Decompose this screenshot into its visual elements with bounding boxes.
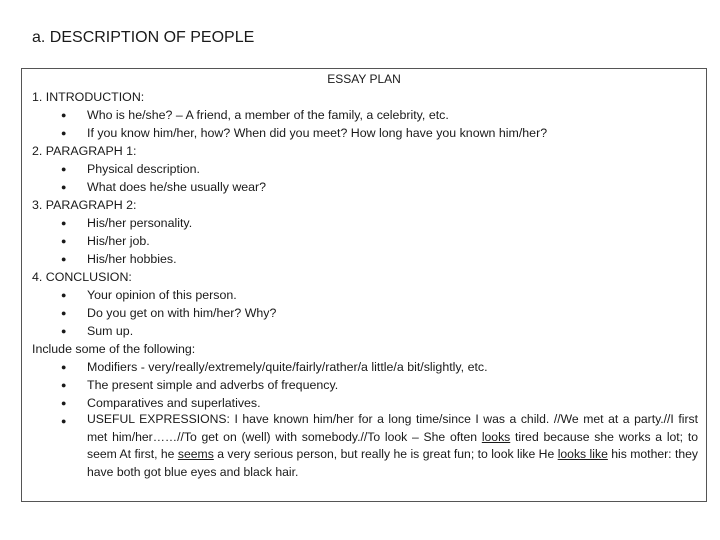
bullet-icon: ●	[61, 308, 67, 318]
useful-expressions	[87, 411, 698, 481]
list-item: If you know him/her, how? When did you meet? How long have you known him/her?	[87, 126, 548, 140]
list-item: His/her hobbies.	[87, 252, 177, 266]
essay-plan-title: ESSAY PLAN	[327, 72, 401, 86]
useful-text: tired because she works a lot; to seem At first, he	[87, 429, 698, 462]
underlined-seems: seems	[177, 447, 214, 462]
useful-text: USEFUL EXPRESSIONS: I have known him/her for a long time/since I was a child. //We met at a party.//I first met him/her……//To get on (well) with somebody.//To look – She often	[87, 412, 698, 444]
list-item: His/her job.	[87, 234, 150, 248]
section-title-paragraph-1: 2. PARAGRAPH 1:	[32, 144, 137, 158]
list-item: Do you get on with him/her? Why?	[87, 306, 277, 320]
list-item: Sum up.	[87, 324, 134, 338]
bullet-icon: ●	[61, 254, 67, 264]
list-item: Comparatives and superlatives.	[87, 396, 261, 410]
underlined-looks-like: looks like	[557, 447, 608, 462]
underlined-looks: looks	[481, 429, 511, 444]
bullet-icon: ●	[61, 380, 67, 390]
bullet-icon: ●	[61, 182, 67, 192]
list-item: His/her personality.	[87, 216, 193, 230]
include-title: Include some of the following:	[32, 342, 196, 356]
bullet-icon: ●	[61, 128, 67, 138]
essay-plan-box	[21, 68, 707, 502]
bullet-icon: ●	[61, 290, 67, 300]
section-title-conclusion: 4. CONCLUSION:	[32, 270, 132, 284]
section-title-introduction: 1. INTRODUCTION:	[32, 90, 145, 104]
bullet-icon: ●	[61, 218, 67, 228]
bullet-icon: ●	[61, 236, 67, 246]
list-item: What does he/she usually wear?	[87, 180, 267, 194]
page-title: a. DESCRIPTION OF PEOPLE	[32, 29, 255, 46]
bullet-icon: ●	[61, 110, 67, 120]
bullet-icon: ●	[61, 362, 67, 372]
list-item: The present simple and adverbs of frequency.	[87, 378, 339, 392]
list-item: Who is he/she? – A friend, a member of the family, a celebrity, etc.	[87, 108, 449, 122]
bullet-icon: ●	[61, 164, 67, 174]
useful-text: his mother: they have both got blue eyes and black hair.	[87, 447, 699, 479]
bullet-icon: ●	[61, 326, 67, 336]
bullet-icon: ●	[61, 416, 67, 426]
list-item: Modifiers - very/really/extremely/quite/fairly/rather/a little/a bit/slightly, etc.	[87, 360, 488, 374]
section-title-paragraph-2: 3. PARAGRAPH 2:	[32, 198, 137, 212]
list-item: Your opinion of this person.	[87, 288, 237, 302]
bullet-icon: ●	[61, 398, 67, 408]
useful-text: a very serious person, but really he is great fun; to look like He	[213, 447, 558, 462]
list-item: Physical description.	[87, 162, 200, 176]
